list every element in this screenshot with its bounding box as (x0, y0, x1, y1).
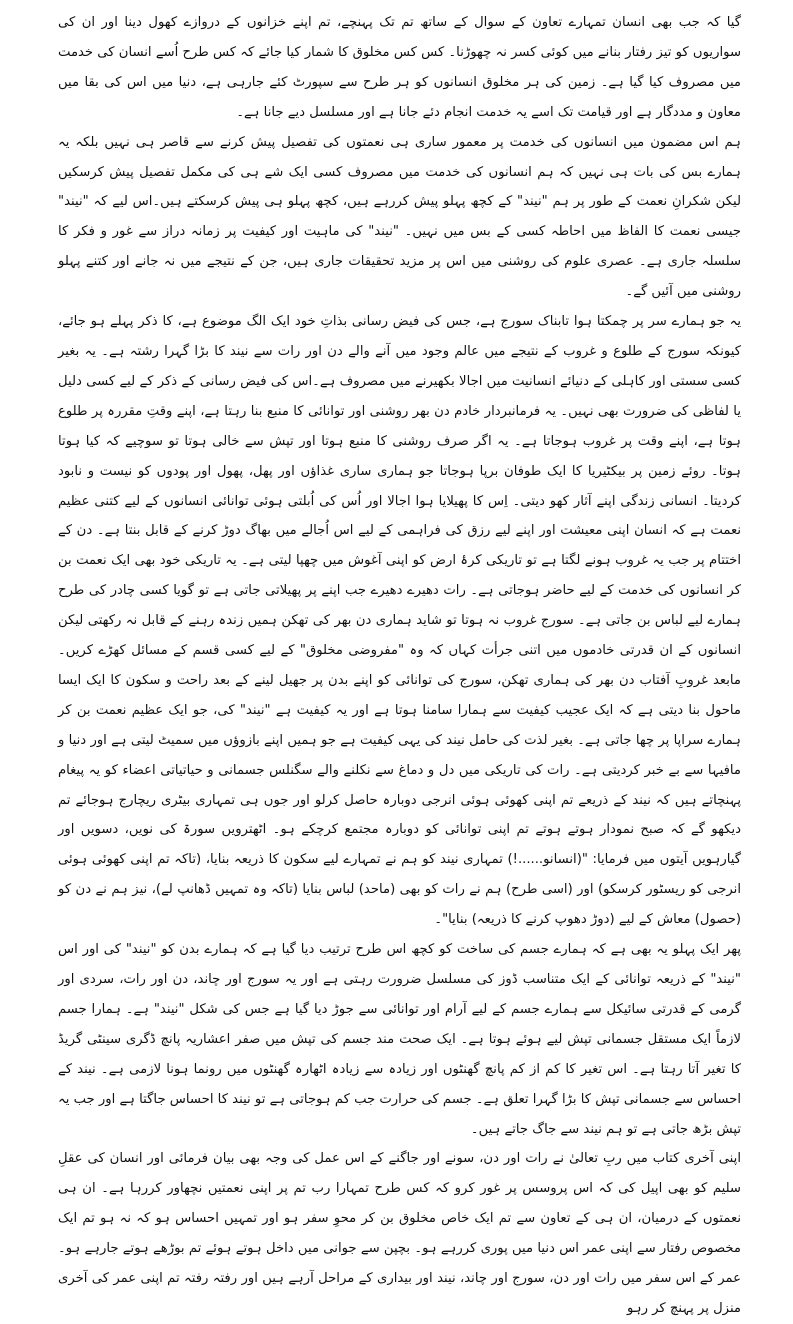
paragraph-body-temperature: پھر ایک پہلو یہ بھی ہے کہ ہمارے جسم کی ساخت کو کچھ اس طرح ترتیب دیا گیا ہے کہ ہمارے بدن کو "نیند" کی اور اس "نیند" کے ذریعہ توانائی کے ایک متناسب ڈوز کی مسلسل ضرورت رہتی ہے اور یہ سورج اور چاند، دن اور رات، سردی اور گرمی کے قدرتی سائیکل سے ہمارے جسم کے لیے آرام اور توانائی سے جوڑ دیا گیا ہے جس کی شکل "نیند" ہے۔ ہمارا جسم لازماً ایک مستقل جسمانی تپش لیے ہوئے ہوتا ہے۔ ایک صحت مند جسم کی تپش میں صفر اعشاریہ پانچ ڈگری سینٹی گریڈ کا تغیر آتا رہتا ہے۔ اس تغیر کا کم از کم پانچ گھنٹوں اور زیادہ سے زیادہ اٹھارہ گھنٹوں میں رونما ہونا لازمی ہے۔ نیند کے احساس سے جسمانی تپش کا بڑا گہرا تعلق ہے۔ جسم کی حرارت جب کم ہوجاتی ہے تو نیند کا احساس جاگتا ہے اور جب یہ تپش بڑھ جاتی ہے تو ہم نیند سے جاگ جاتے ہیں۔ (58, 942, 741, 1137)
article-body (58, 8, 741, 1324)
paragraph-final-book: اپنی آخری کتاب میں ربِ تعالیٰ نے رات اور دن، سونے اور جاگنے کے اس عمل کی وجہ بھی بیان فرمائی اور انسان کی عقلِ سلیم کو بھی اپیل کی کہ اس پروسس پر غور کرو کہ کس طرح تمہارا رب تم پر اپنی نعمتیں نچھاور کررہا ہے۔ ان ہی نعمتوں کے درمیان، ان ہی کے تعاون سے تم ایک خاص مخلوق بن کر محوِ سفر ہو اور تمہیں احساس ہو کہ نہ ہو تم ایک مخصوص رفتار سے اپنی عمر اس دنیا میں پوری کررہے ہو۔ بچپن سے جوانی میں داخل ہوتے ہوئے تم بوڑھے ہوتے جارہے ہو۔ عمر کے اس سفر میں رات اور دن، سورج اور چاند، نیند اور بیداری کے مراحل آرہے ہیں اور رفتہ رفتہ تم اپنی عمر کی آخری منزل پر پہنچ کر رہو (58, 1151, 741, 1316)
paragraph-continuation: گیا کہ جب بھی انسان تمہارے تعاون کے سوال کے ساتھ تم تک پہنچے، تم اپنے خزانوں کے دروازے کھول دینا اور ان کی سواریوں کو تیز رفتار بنانے میں کوئی کسر نہ چھوڑنا۔ کس کس مخلوق کا شمار کیا جائے کہ کس طرح اُسے انسان کی خدمت میں مصروف کیا گیا ہے۔ زمین کی ہر مخلوق انسانوں کو ہر طرح سے سپورٹ کئے جارہی ہے، دنیا میں اس کی بقا میں معاون و مددگار ہے اور قیامت تک اسے یہ خدمت انجام دئے جانا ہے اور مسلسل دیے جانا ہے۔ (58, 15, 741, 120)
paragraph-sun-and-night: یہ جو ہمارے سر پر چمکتا ہوا تابناک سورج ہے، جس کی فیض رسانی بذاتِ خود ایک الگ موضوع ہے، کا ذکر پہلے ہو جائے، کیونکہ سورج کے طلوع و غروب کے نتیجے میں عالم وجود میں آنے والے دن اور رات سے نیند کا بڑا گہرا رشتہ ہے۔ یہ بغیر کسی سستی اور کاہلی کے دنیائے انسانیت میں اجالا بکھیرنے میں مصروف ہے۔اس کی فیض رسانی کے ذکر کے لیے کسی دلیل یا لفاظی کی ضرورت بھی نہیں۔ یہ فرمانبردار خادم دن بھر روشنی اور توانائی کا منبع بنا رہتا ہے، اپنے وقتِ مقررہ پر طلوع ہوتا ہے، اپنے وقت پر غروب ہوجاتا ہے۔ یہ اگر صرف روشنی کا منبع ہوتا اور تپش سے خالی ہوتا تو سوچیے کہ کیا ہوتا ہوتا۔ روئے زمین پر بیکٹیریا کا ایک طوفان برپا ہوجاتا جو ہماری ساری غذاؤں اور پھل، پھول اور پودوں کو نیست و نابود کردیتا۔ انسانی زندگی اپنے آثار کھو دیتی۔ اِس کا پھیلایا ہوا اجالا اور اُس کی اُبلتی ہوئی توانائی انسانوں کے لیے کتنی عظیم نعمت ہے کہ انسان اپنی معیشت اور اپنے لیے رزق کی فراہمی کے لیے اس اُجالے میں بھاگ دوڑ کرنے کے قابل بنتا ہے۔ دن کے اختتام پر جب یہ غروب ہونے لگتا ہے تو تاریکی کرۂ ارض کو اپنی آغوش میں چھپا لیتی ہے۔ یہ تاریکی خود بھی ایک نعمت بن کر انسانوں کی خدمت کے لیے حاضر ہوجاتی ہے۔ رات دھیرے دھیرے جب اپنے پر پھیلاتی جاتی ہے تو گویا کسی چادر کی طرح ہمارے لیے لباس بن جاتی ہے۔ سورج غروب نہ ہوتا تو شاید ہماری دن بھر کی تھکن ہمیں زندہ رہنے کے قابل نہ رکھتی لیکن انسانوں کے ان قدرتی خادموں میں اتنی جرأت کہاں کہ وہ "مفروضی مخلوق" کے لیے کسی قسم کے مسائل کھڑے کریں۔ مابعد غروبِ آفتاب دن بھر کی ہماری تھکن، سورج کی توانائی کو اپنے بدن پر جھیل لینے کے بعد راحت و سکون کا ایک ایسا ماحول بنا دیتی ہے کہ ایک عجیب کیفیت سے ہمارا سامنا ہوتا ہے اور یہ کیفیت ہے "نیند" کی، جو ایک عظیم نعمت بن کر ہمارے سراپا پر چھا جاتی ہے۔ بغیر لذت کی حامل نیند کی یہی کیفیت ہے جو ہمیں اپنے بازوؤں میں سمیٹ لیتی ہے اور دنیا و مافیہا سے بے خبر کردیتی ہے۔ رات کی تاریکی میں دل و دماغ سے نکلنے والے سگنلس جسمانی و حیاتیاتی اعضاء کو یہ پیغام پہنچاتے ہیں کہ نیند کے ذریعے تم اپنی کھوئی ہوئی انرجی دوبارہ حاصل کرلو اور جوں ہی تمہاری بیٹری ریچارج ہوجائے تم دیکھو گے کہ صبح نمودار ہوتے ہوتے تم اپنی توانائی کو دوبارہ مجتمع کرچکے ہو۔ اٹھترویں سورۃ کی نویں، دسویں اور گیارہویں آیتوں میں فرمایا: "(انسانو......!) تمہاری نیند کو ہم نے تمہارے لیے سکون کا ذریعہ بنایا، (تاکہ تم اپنی کھوئی ہوئی انرجی کو ریسٹور کرسکو) اور (اسی طرح) ہم نے رات کو بھی (ماحد) لباس بنایا (تاکہ وہ تمہیں ڈھانپ لے)، نیز ہم نے دن کو (حصول) معاش کے لیے (دوڑ دھوپ کرنے کا ذریعہ) بنایا"۔ (58, 314, 741, 928)
paragraph-nind-intro: ہم اس مضمون میں انسانوں کی خدمت پر معمور ساری ہی نعمتوں کی تفصیل پیش کرنے سے قاصر ہی نہیں بلکہ یہ ہمارے بس کی بات ہی نہیں کہ ہم انسانوں کی خدمت میں مصروف کسی ایک شے ہی کی مکمل تفصیل پیش کرسکیں لیکن شکرانِ نعمت کے طور پر ہم "نیند" کے کچھ پہلو پیش کررہے ہیں، کچھ پہلو ہی پیش کرسکتے ہیں۔اس لیے کہ "نیند" جیسی نعمت کا الفاظ میں احاطہ کسی کے بس میں نہیں۔ "نیند" کی ماہیت اور کیفیت پر زمانہ دراز سے غور و فکر کا سلسلہ جاری ہے۔ عصری علوم کی روشنی میں اس پر مزید تحقیقات جاری ہیں، جن کے نتیجے میں نہ جانے اور کتنے پہلو روشنی میں آئیں گے۔ (58, 134, 741, 300)
